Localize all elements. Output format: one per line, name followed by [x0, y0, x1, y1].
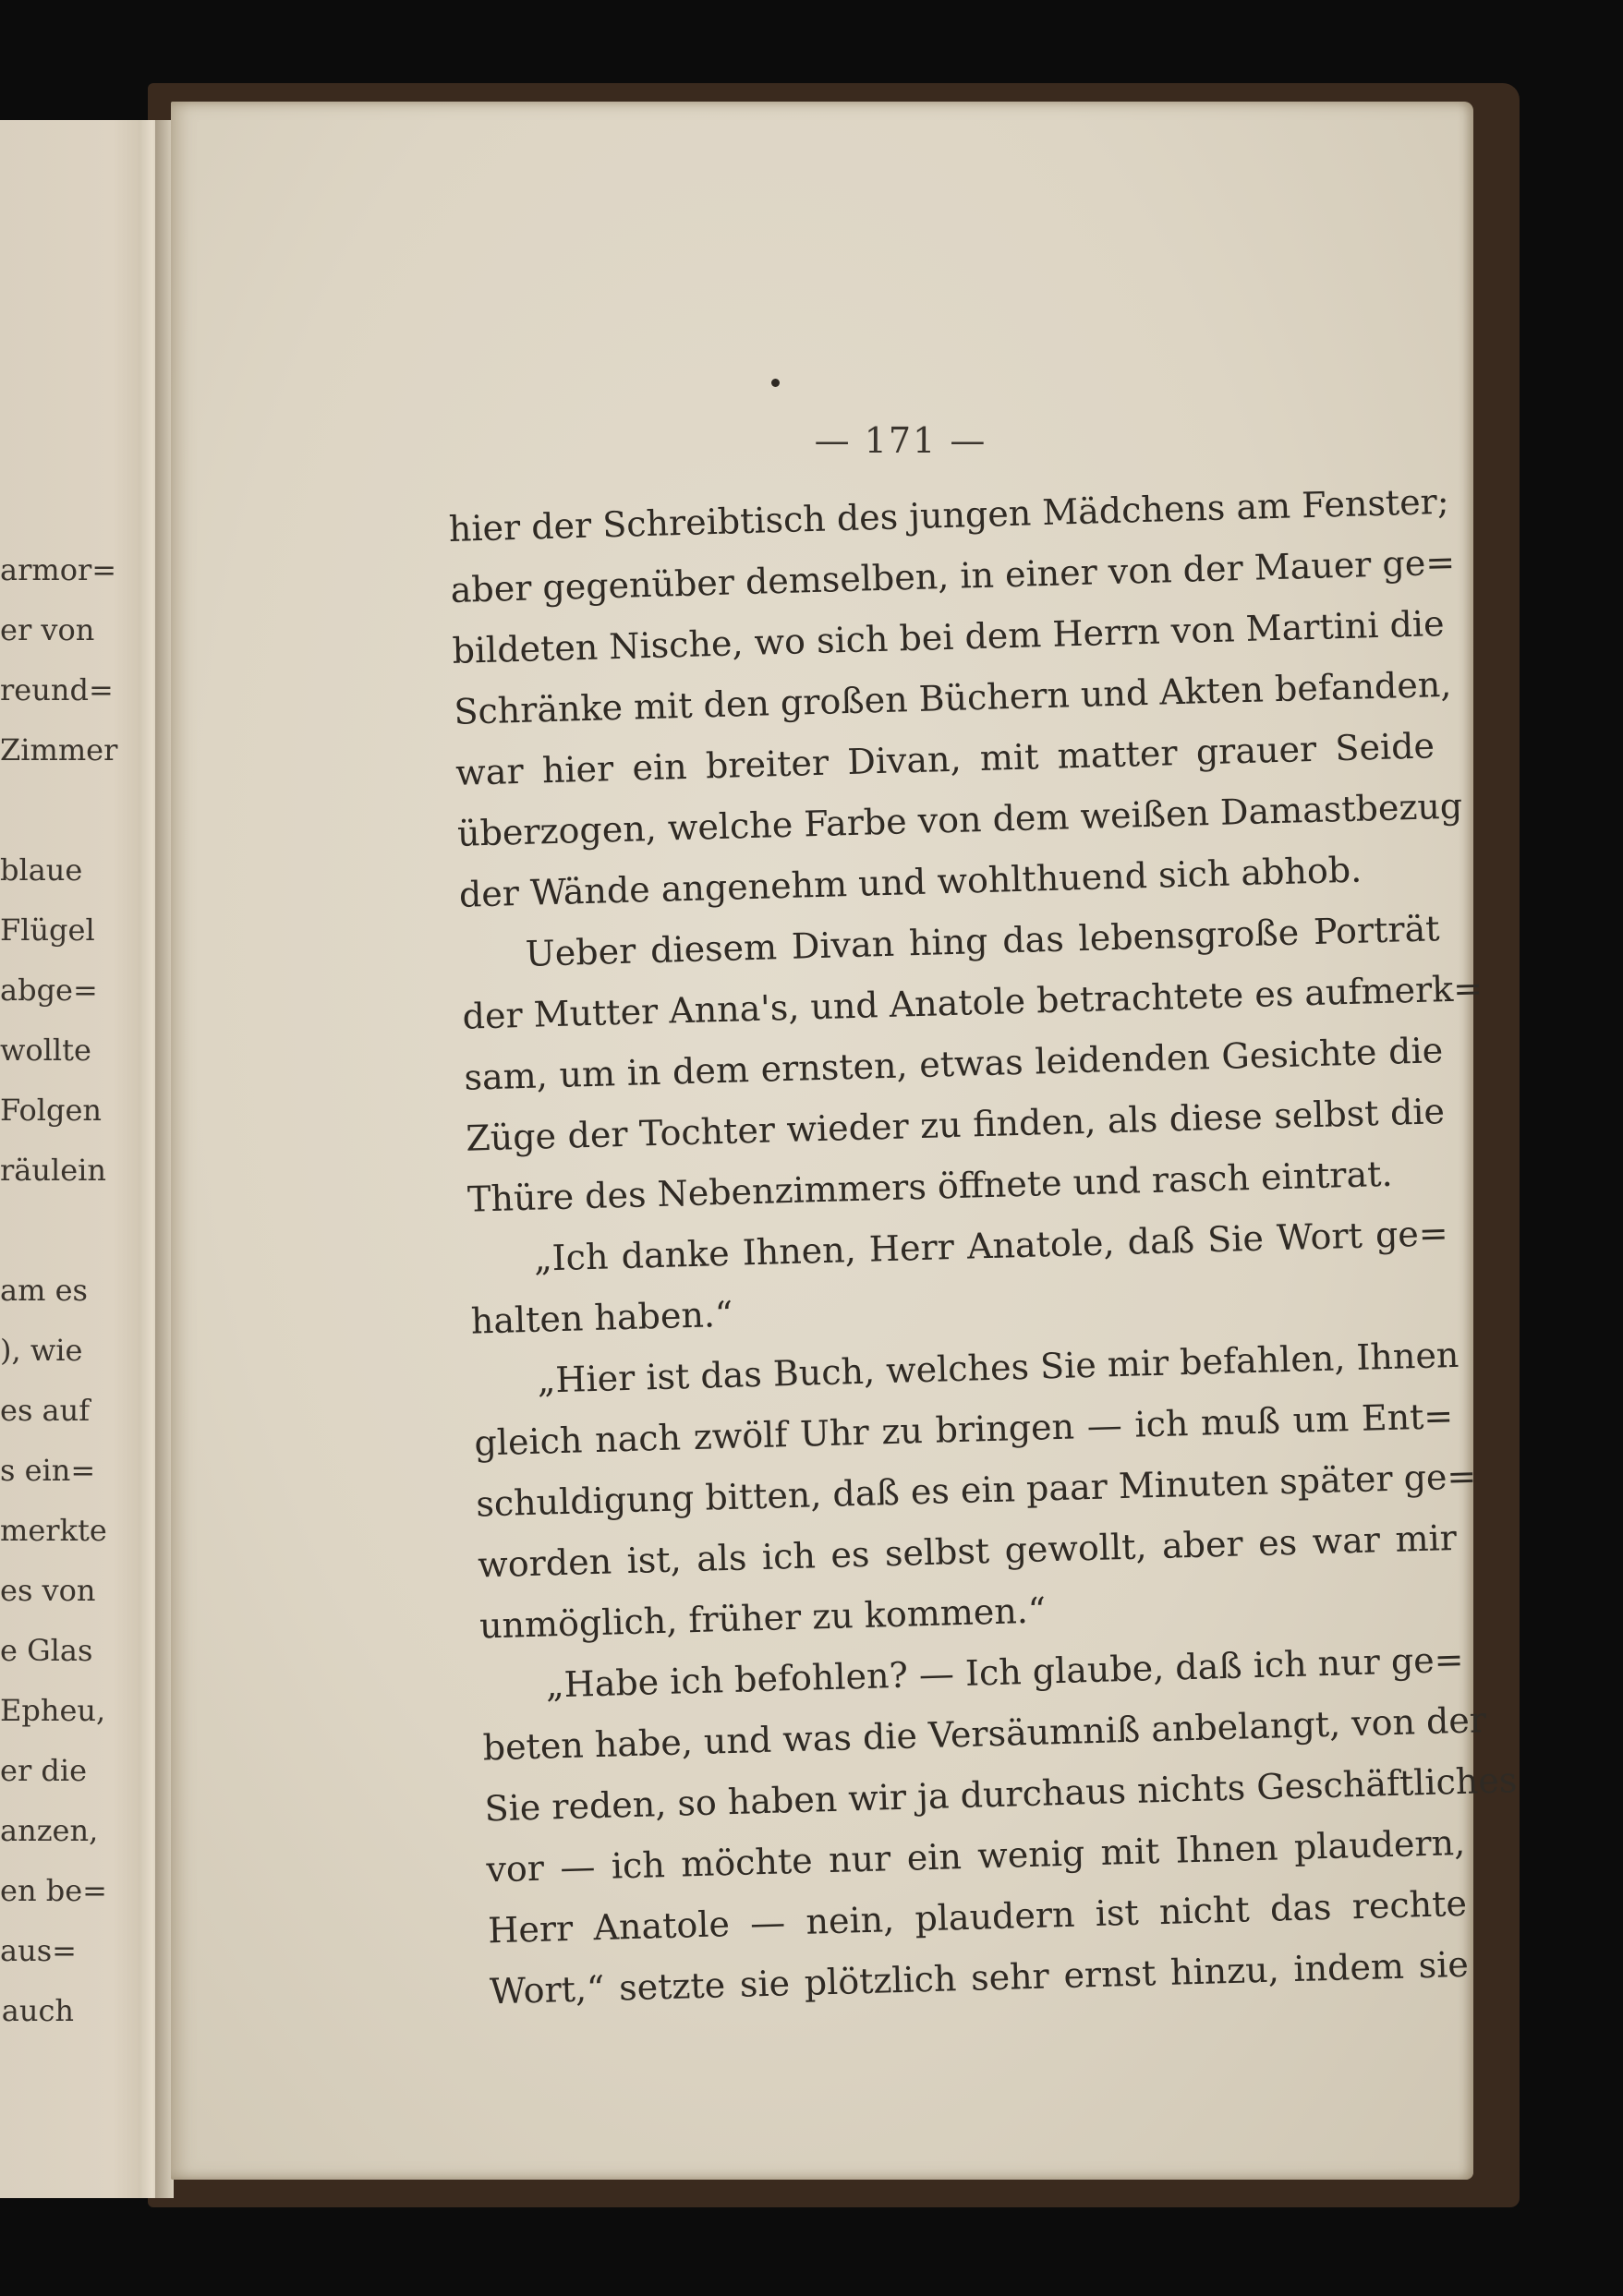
page-body-text	[448, 471, 1518, 2022]
left-page-fragment: er von	[0, 612, 95, 647]
text-line: „Habe ich befohlen? — Ich glaube, daß ich nur ge=	[545, 1638, 1465, 1706]
left-page	[0, 120, 162, 2198]
left-page-fragment: am es	[0, 1273, 88, 1308]
left-page-fragment: er die	[0, 1753, 88, 1788]
text-line: halten haben.“	[470, 1293, 733, 1342]
left-page-fragment: e Glas	[0, 1633, 93, 1668]
text-line: „Ich danke Ihnen, Herr Anatole, daß Sie Wort ge=	[533, 1213, 1449, 1279]
left-page-fragment: anzen,	[0, 1813, 99, 1848]
left-page-fragment: merkte	[0, 1513, 107, 1548]
right-page	[171, 102, 1518, 2180]
left-page-fragment: es auf	[0, 1393, 91, 1428]
left-page-fragment: wollte	[0, 1033, 91, 1068]
left-page-fragment: es von	[0, 1573, 96, 1608]
text-line: aber gegenüber demselben, in einer von der Mauer ge=	[450, 541, 1456, 610]
left-page-fragment: Flügel	[0, 912, 95, 948]
left-page-fragment: Folgen	[0, 1093, 102, 1128]
ink-spot	[771, 379, 780, 387]
left-page-text	[0, 540, 118, 2041]
left-page-fragment: räulein	[0, 1153, 106, 1188]
left-page-fragment	[0, 780, 74, 840]
left-page-fragment: Epheu,	[0, 1693, 106, 1728]
left-page-fragment: s ein=	[0, 1453, 96, 1488]
text-line: „Hier ist das Buch, welches Sie mir befahlen, Ihnen	[537, 1334, 1459, 1401]
left-page-fragment: aus=	[0, 1933, 77, 1968]
text-line: unmöglich, früher zu kommen.“	[478, 1589, 1047, 1647]
left-page-fragment: ), wie	[0, 1333, 83, 1368]
left-page-fragment: en be=	[0, 1873, 107, 1908]
text-line: vor — ich möchte nur ein wenig mit Ihnen plaudern,	[485, 1821, 1466, 1891]
left-page-fragment: abge=	[0, 973, 98, 1008]
text-line: hier der Schreibtisch des jungen Mädchens am Fenster;	[448, 480, 1450, 550]
text-line: Wort,“ setzte sie plötzlich sehr ernst hinzu, indem sie	[489, 1943, 1470, 2012]
text-line: worden ist, als ich es selbst gewollt, aber es war mir	[477, 1517, 1458, 1586]
text-line: der Wände angenehm und wohlthuend sich abhob.	[458, 849, 1363, 915]
page-number: — 171 —	[814, 420, 987, 461]
left-page-fragment	[0, 1201, 74, 1261]
text-line: überzogen, welche Farbe von dem weißen Damastbezug	[456, 785, 1463, 854]
left-page-fragment: blaue	[0, 852, 83, 888]
text-line: Sie reden, so haben wir ja durchaus nichts Geschäftliches	[484, 1759, 1518, 1830]
text-line: Herr Anatole — nein, plaudern ist nicht das rechte	[487, 1882, 1468, 1952]
text-line: Thüre des Nebenzimmers öffnete und rasch eintrat.	[466, 1153, 1394, 1220]
left-page-fragment: auch	[1, 1993, 74, 2028]
text-line: war hier ein breiter Divan, mit matter grauer Seide	[454, 725, 1435, 793]
text-line: Züge der Tochter wieder zu finden, als diese selbst die	[465, 1091, 1446, 1159]
left-page-fragment: armor=	[0, 552, 117, 587]
text-line: der Mutter Anna's, und Anatole betrachtete es aufmerk=	[462, 967, 1484, 1037]
text-line: bildeten Nische, wo sich bei dem Herrn von Martini die	[451, 602, 1446, 671]
text-line: Schränke mit den großen Büchern und Akten befanden,	[453, 663, 1452, 732]
text-line: Ueber diesem Divan hing das lebensgroße Porträt	[525, 908, 1441, 974]
text-line: schuldigung bitten, daß es ein paar Minuten später ge=	[475, 1456, 1477, 1525]
left-page-fragment: Zimmer	[0, 732, 118, 767]
text-line: gleich nach zwölf Uhr zu bringen — ich muß um Ent=	[473, 1396, 1454, 1464]
text-line: sam, um in dem ernsten, etwas leidenden Gesichte die	[463, 1030, 1444, 1098]
text-line: beten habe, und was die Versäumniß anbelangt, von der	[482, 1699, 1487, 1769]
left-page-fragment: reund=	[0, 672, 114, 707]
